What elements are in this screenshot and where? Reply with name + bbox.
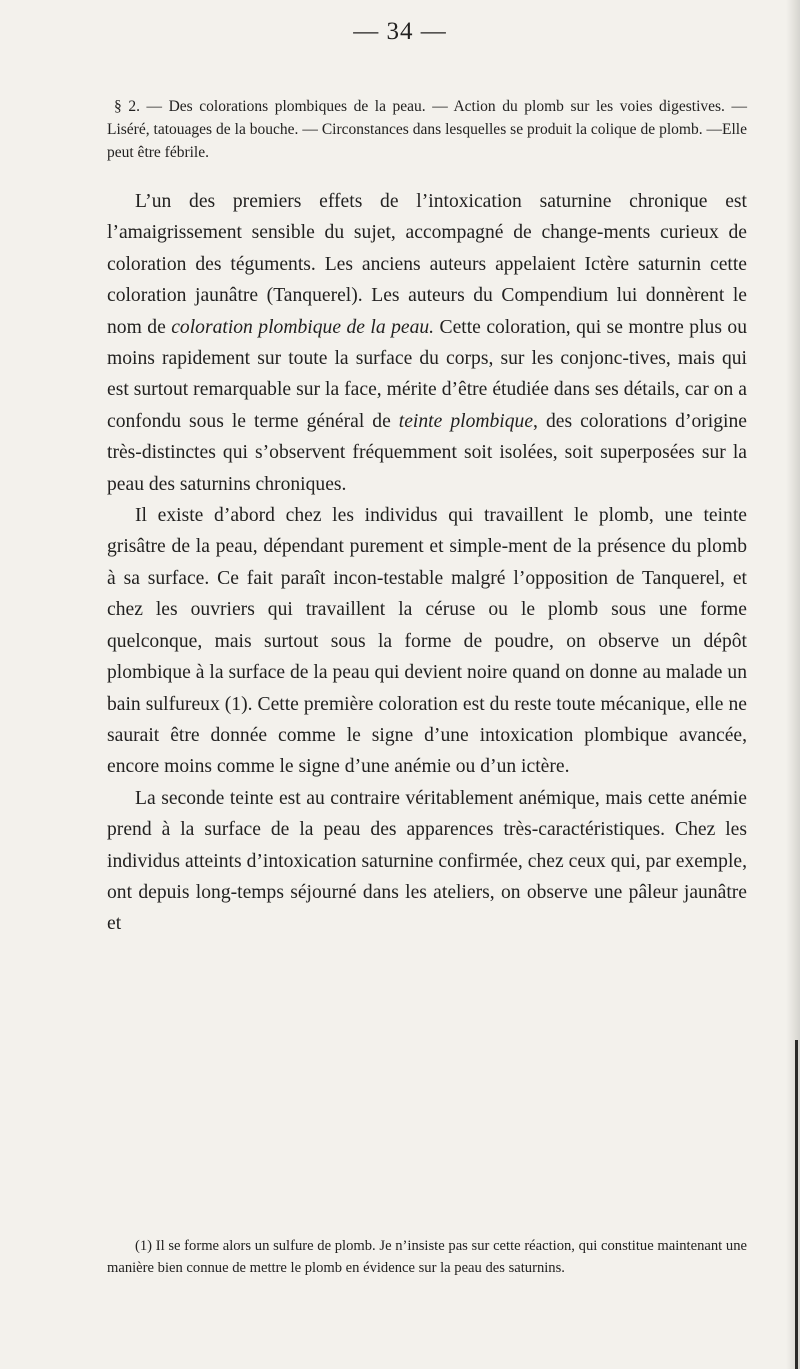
paragraph-1-part-1: L’un des premiers effets de l’intoxication saturnine chronique est l’amaigrissement sensible du sujet, accompagné de change-ments curieux de coloration des téguments. Les anciens auteurs appelaient Ictère saturnin cette coloration jaunâtre (Tanquerel). Les auteurs du Compendium lui donnèrent le nom de	[107, 191, 747, 338]
section-summary: § 2. — Des colorations plombiques de la peau. — Action du plomb sur les voies digestives. — Liséré, tatouages de la bouche. — Circonstances dans lesquelles se produit la colique de plomb. —Elle peut être fébrile.	[107, 98, 747, 161]
paragraph-1-italic-term-1: coloration plombique de la peau.	[171, 316, 435, 338]
paragraph-1-part-3: , des colorations d’origine très-distinctes qui s’observent fréquemment soit isolées, soit superposées sur la peau des saturnins chroniques.	[107, 410, 747, 495]
paragraph-1-part-2: Cette coloration, qui se montre plus ou moins rapidement sur toute la surface du corps, sur les conjonc-tives, mais qui est surtout remarquable sur la face, mérite d’être étudiée dans ses détails, car on a confondu sous le terme général de	[107, 316, 747, 432]
page-number: — 34 —	[353, 18, 447, 45]
paragraph-2: Il existe d’abord chez les individus qui travaillent le plomb, une teinte grisâtre de la peau, dépendant purement et simple-ment de la présence du plomb à sa surface. Ce fait paraît incon-testable malgré l’opposition de Tanquerel, et chez les ouvriers qui travaillent la céruse ou le plomb sous une forme quelconque, mais surtout sous la forme de poudre, on observe un dépôt plombique à la surface de la peau qui devient noire quand on donne au malade un bain sulfureux (1). Cette première coloration est du reste toute mécanique, elle ne saurait être donnée comme le signe d’une intoxication plombique avancée, encore moins comme le signe d’une anémie ou d’un ictère.	[107, 505, 747, 778]
paragraph-1-italic-term-2: teinte plombique	[398, 410, 534, 432]
footnote: (1) Il se forme alors un sulfure de plomb. Je n’insiste pas sur cette réaction, qui constitue maintenant une manière bien connue de mettre le plomb en évidence sur la peau des saturnins.	[107, 1238, 747, 1276]
body-text	[107, 186, 747, 940]
paragraph-3: La seconde teinte est au contraire véritablement anémique, mais cette anémie prend à la surface de la peau des apparences très-caractéristiques. Chez les individus atteints d’intoxication saturnine confirmée, chez ceux qui, par exemple, ont depuis long-temps séjourné dans les ateliers, on observe une pâleur jaunâtre et	[107, 787, 747, 935]
paragraph-1	[107, 186, 747, 500]
page-edge-binding	[795, 1040, 798, 1369]
